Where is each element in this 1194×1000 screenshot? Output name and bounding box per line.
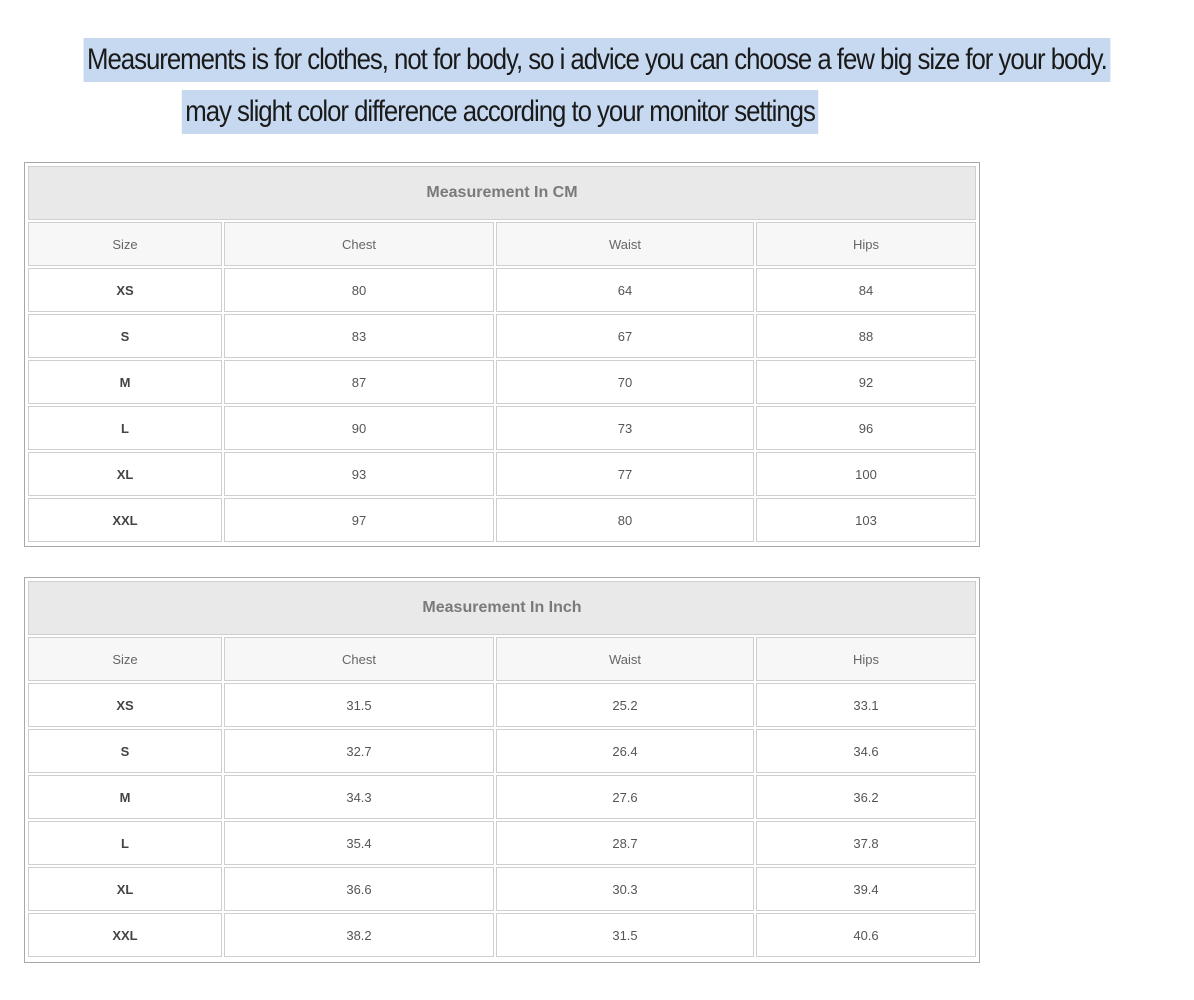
chest-cell: 90: [224, 406, 494, 450]
size-cell: XXL: [28, 498, 222, 542]
table-row: [28, 314, 976, 358]
table-header-row: [28, 222, 976, 266]
chest-cell: 87: [224, 360, 494, 404]
table-title: Measurement In Inch: [28, 581, 976, 635]
header-chest: Chest: [224, 222, 494, 266]
waist-cell: 64: [496, 268, 754, 312]
waist-cell: 70: [496, 360, 754, 404]
size-table-cm: [24, 162, 980, 547]
waist-cell: 73: [496, 406, 754, 450]
hips-cell: 103: [756, 498, 976, 542]
size-cell: XL: [28, 867, 222, 911]
table-row: [28, 867, 976, 911]
chest-cell: 80: [224, 268, 494, 312]
waist-cell: 67: [496, 314, 754, 358]
table-row: [28, 268, 976, 312]
size-cell: M: [28, 775, 222, 819]
waist-cell: 26.4: [496, 729, 754, 773]
table-row: [28, 683, 976, 727]
hips-cell: 33.1: [756, 683, 976, 727]
hips-cell: 34.6: [756, 729, 976, 773]
header-hips: Hips: [756, 222, 976, 266]
size-cell: L: [28, 406, 222, 450]
table-row: [28, 775, 976, 819]
chest-cell: 31.5: [224, 683, 494, 727]
advice-line-1: Measurements is for clothes, not for body, so i advice you can choose a few big size for your body.: [84, 38, 1111, 82]
header-hips: Hips: [756, 637, 976, 681]
table-title: Measurement In CM: [28, 166, 976, 220]
table-row: [28, 821, 976, 865]
hips-cell: 100: [756, 452, 976, 496]
waist-cell: 77: [496, 452, 754, 496]
chest-cell: 83: [224, 314, 494, 358]
waist-cell: 31.5: [496, 913, 754, 957]
advice-line-2: may slight color difference according to your monitor settings: [182, 90, 818, 134]
size-cell: L: [28, 821, 222, 865]
hips-cell: 96: [756, 406, 976, 450]
table-row: [28, 913, 976, 957]
waist-cell: 25.2: [496, 683, 754, 727]
size-cell: XL: [28, 452, 222, 496]
header-waist: Waist: [496, 222, 754, 266]
hips-cell: 39.4: [756, 867, 976, 911]
header-size: Size: [28, 222, 222, 266]
size-cell: M: [28, 360, 222, 404]
size-cell: XS: [28, 683, 222, 727]
hips-cell: 40.6: [756, 913, 976, 957]
table-row: [28, 729, 976, 773]
table-row: [28, 406, 976, 450]
size-cell: XXL: [28, 913, 222, 957]
size-table-inch: [24, 577, 980, 963]
table-row: [28, 452, 976, 496]
header-chest: Chest: [224, 637, 494, 681]
hips-cell: 92: [756, 360, 976, 404]
table-row: [28, 498, 976, 542]
size-cell: S: [28, 314, 222, 358]
size-advice-notice: [0, 38, 1107, 142]
chest-cell: 34.3: [224, 775, 494, 819]
hips-cell: 84: [756, 268, 976, 312]
table-header-row: [28, 637, 976, 681]
chest-cell: 38.2: [224, 913, 494, 957]
header-size: Size: [28, 637, 222, 681]
hips-cell: 88: [756, 314, 976, 358]
chest-cell: 32.7: [224, 729, 494, 773]
chest-cell: 35.4: [224, 821, 494, 865]
waist-cell: 30.3: [496, 867, 754, 911]
waist-cell: 80: [496, 498, 754, 542]
hips-cell: 37.8: [756, 821, 976, 865]
waist-cell: 28.7: [496, 821, 754, 865]
header-waist: Waist: [496, 637, 754, 681]
chest-cell: 36.6: [224, 867, 494, 911]
hips-cell: 36.2: [756, 775, 976, 819]
chest-cell: 93: [224, 452, 494, 496]
waist-cell: 27.6: [496, 775, 754, 819]
size-cell: XS: [28, 268, 222, 312]
size-cell: S: [28, 729, 222, 773]
table-row: [28, 360, 976, 404]
chest-cell: 97: [224, 498, 494, 542]
